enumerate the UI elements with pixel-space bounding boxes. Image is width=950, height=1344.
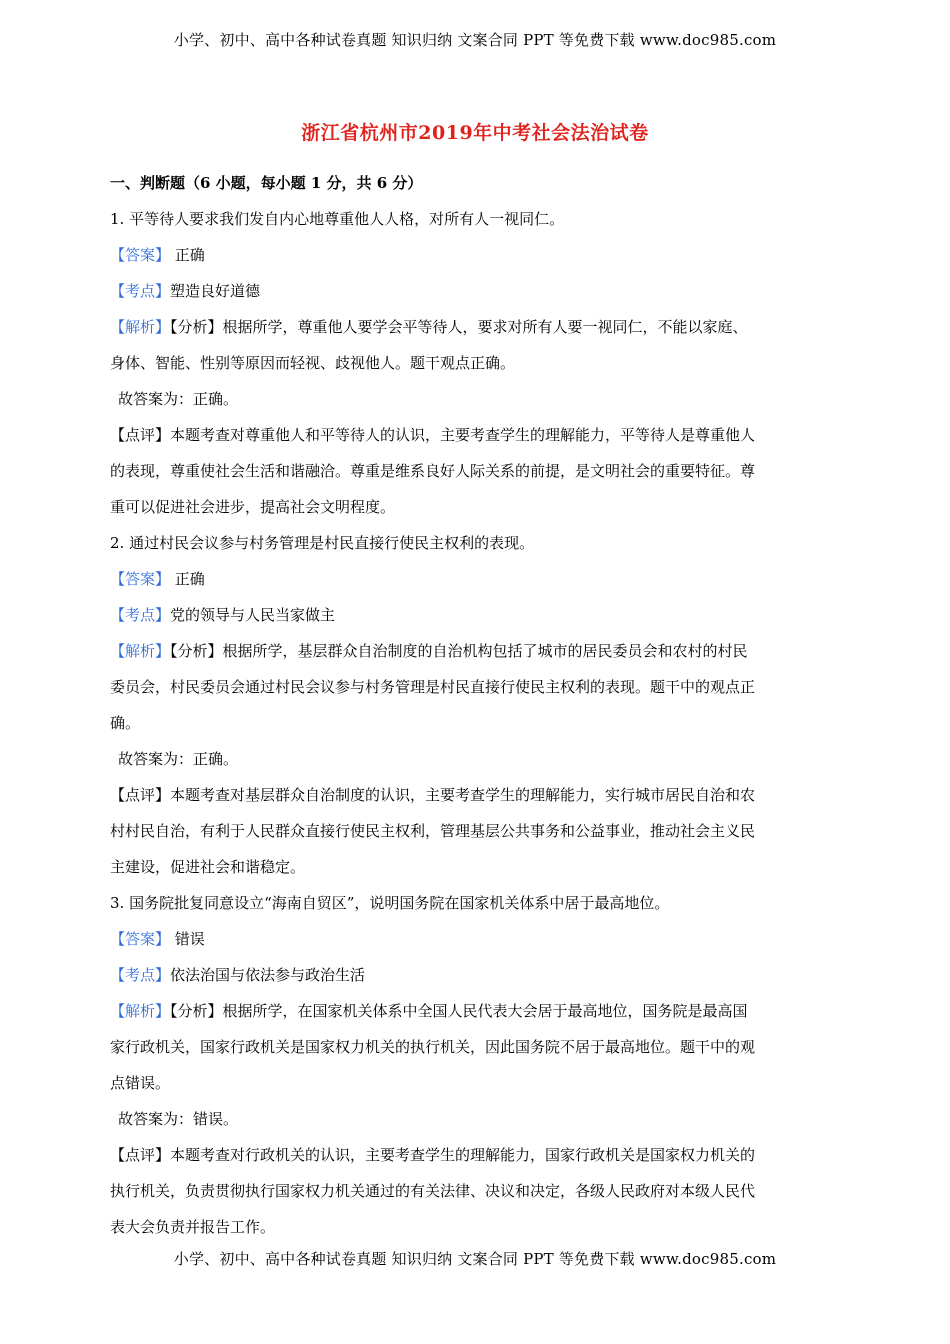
conclusion-line-2 [110, 741, 832, 777]
answer-value: 正确 [170, 570, 205, 588]
page-footer: 小学、初中、高中各种试卷真题 知识归纳 文案合同 PPT 等免费下载 www.doc985.com [173, 1250, 777, 1268]
conclusion-line-1 [110, 381, 832, 417]
comment-tag: 【点评】 [110, 786, 171, 804]
comment-line-3b: 执行机关，负责贯彻执行国家权力机关通过的有关法律、决议和决定，各级人民政府对本级人民代 [110, 1182, 756, 1200]
section-heading: 一、判断题（6 小题，每小题 1 分，共 6 分） [110, 174, 423, 192]
page-header: 小学、初中、高中各种试卷真题 知识归纳 文案合同 PPT 等免费下载 www.doc985.com [173, 31, 777, 49]
question-3: 3. 国务院批复同意设立“海南自贸区”，说明国务院在国家机关体系中居于最高地位。 [110, 894, 670, 912]
comment-line-3a [110, 1137, 832, 1173]
point-value: 党的领导与人民当家做主 [170, 606, 336, 624]
point-line-2 [110, 597, 832, 633]
analysis-line-1b: 身体、智能、性别等原因而轻视、歧视他人。题干观点正确。 [110, 354, 516, 372]
analysis-line-2b: 委员会，村民委员会通过村民会议参与村务管理是村民直接行使民主权利的表现。题干中的观点正 [110, 678, 756, 696]
answer-line-2 [110, 561, 832, 597]
answer-value: 正确 [170, 246, 205, 264]
answer-tag: 【答案】 [110, 246, 171, 264]
comment-text: 本题考查对行政机关的认识，主要考查学生的理解能力，国家行政机关是国家权力机关的 [170, 1146, 756, 1164]
analysis-line-1a [110, 309, 832, 345]
analysis-tag: 【解析】 [110, 1002, 171, 1020]
conclusion-label: 故答案为： [118, 390, 194, 408]
analysis-line-3a [110, 993, 832, 1029]
analysis-line-2a [110, 633, 832, 669]
document-title: 浙江省杭州市2019年中考社会法治试卷 [301, 122, 649, 144]
analysis-tag: 【解析】 [110, 318, 171, 336]
comment-line-2a [110, 777, 832, 813]
comment-tag: 【点评】 [110, 426, 171, 444]
comment-text: 本题考查对尊重他人和平等待人的认识，主要考查学生的理解能力，平等待人是尊重他人 [170, 426, 756, 444]
answer-tag: 【答案】 [110, 570, 171, 588]
point-tag: 【考点】 [110, 282, 171, 300]
conclusion-value: 错误。 [193, 1110, 239, 1128]
analysis-sub-tag: 【分析】 [170, 318, 223, 336]
comment-line-2b: 村村民自治，有利于人民群众直接行使民主权利，管理基层公共事务和公益事业，推动社会主义民 [110, 822, 756, 840]
conclusion-label: 故答案为： [118, 1110, 194, 1128]
answer-value: 错误 [170, 930, 205, 948]
analysis-line-3c: 点错误。 [110, 1074, 171, 1092]
point-line-1 [110, 273, 832, 309]
conclusion-value: 正确。 [193, 390, 239, 408]
analysis-text: 根据所学，在国家机关体系中全国人民代表大会居于最高地位，国务院是最高国 [222, 1002, 748, 1020]
conclusion-line-3 [110, 1101, 832, 1137]
question-1: 1. 平等待人要求我们发自内心地尊重他人人格，对所有人一视同仁。 [110, 210, 565, 228]
analysis-sub-tag: 【分析】 [170, 642, 223, 660]
point-tag: 【考点】 [110, 606, 171, 624]
comment-line-1a [110, 417, 832, 453]
point-value: 依法治国与依法参与政治生活 [170, 966, 366, 984]
analysis-line-3b: 家行政机关，国家行政机关是国家权力机关的执行机关，因此国务院不居于最高地位。题干中的观 [110, 1038, 756, 1056]
analysis-tag: 【解析】 [110, 642, 171, 660]
analysis-text: 根据所学，基层群众自治制度的自治机构包括了城市的居民委员会和农村的村民 [222, 642, 748, 660]
analysis-line-2c: 确。 [110, 714, 141, 732]
answer-tag: 【答案】 [110, 930, 171, 948]
analysis-text: 根据所学，尊重他人要学会平等待人，要求对所有人要一视同仁，不能以家庭、 [222, 318, 748, 336]
point-value: 塑造良好道德 [170, 282, 261, 300]
answer-line-1 [110, 237, 832, 273]
comment-line-3c: 表大会负责并报告工作。 [110, 1218, 276, 1236]
analysis-sub-tag: 【分析】 [170, 1002, 223, 1020]
point-tag: 【考点】 [110, 966, 171, 984]
question-2: 2. 通过村民会议参与村务管理是村民直接行使民主权利的表现。 [110, 534, 535, 552]
comment-line-1b: 的表现，尊重使社会生活和谐融洽。尊重是维系良好人际关系的前提，是文明社会的重要特征。尊 [110, 462, 756, 480]
point-line-3 [110, 957, 832, 993]
document-body [110, 165, 832, 1245]
conclusion-label: 故答案为： [118, 750, 194, 768]
comment-line-1c: 重可以促进社会进步，提高社会文明程度。 [110, 498, 396, 516]
comment-tag: 【点评】 [110, 1146, 171, 1164]
conclusion-value: 正确。 [193, 750, 239, 768]
comment-line-2c: 主建设，促进社会和谐稳定。 [110, 858, 306, 876]
comment-text: 本题考查对基层群众自治制度的认识，主要考查学生的理解能力，实行城市居民自治和农 [170, 786, 756, 804]
answer-line-3 [110, 921, 832, 957]
